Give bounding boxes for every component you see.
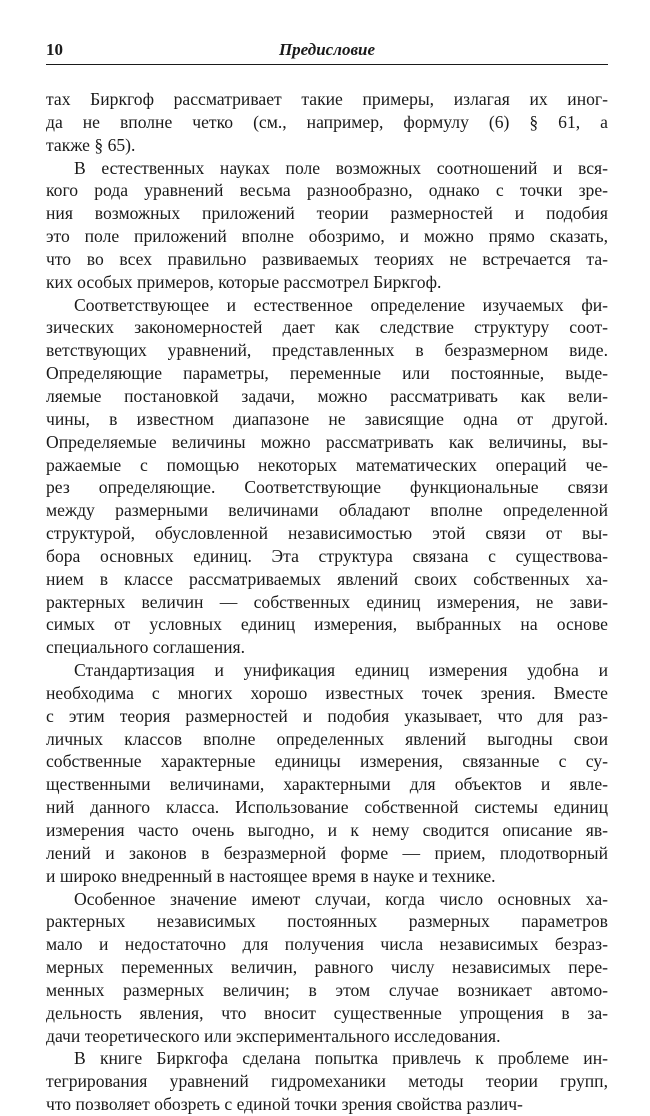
paragraph <box>46 659 608 887</box>
text-line: лений и законов в безразмерной форме — прием, плодотворный <box>46 842 608 863</box>
text-line: менных размерных величин; в этом случае возникает автомо- <box>46 979 608 1000</box>
text-line: Особенное значение имеют случаи, когда число основных ха- <box>74 888 608 909</box>
text-line: структурой, обусловленной независимостью этой связи от вы- <box>46 523 608 544</box>
text-line: ния возможных приложений теории размерностей и подобия <box>46 203 608 224</box>
paragraph <box>46 88 608 157</box>
paragraph <box>46 888 608 1048</box>
text-line: рез определяющие. Соответствующие функциональные связи <box>46 477 608 498</box>
text-line: ких особых примеров, которые рассмотрел Биркгоф. <box>46 271 442 292</box>
text-line: также § 65). <box>46 134 136 155</box>
text-line: Определяемые величины можно рассматривать как величины, вы- <box>46 431 608 452</box>
text-line: тегрирования уравнений гидромеханики методы теории групп, <box>46 1071 608 1092</box>
text-line: В естественных науках поле возможных соотношений и вся- <box>74 157 608 178</box>
text-line: мерных переменных величин, равного числу независимых пере- <box>46 957 608 978</box>
text-line: дельность явления, что вносит существенные упрощения в за- <box>46 1002 608 1023</box>
text-line: рактерных независимых постоянных размерных параметров <box>46 911 608 932</box>
paragraph <box>46 157 608 294</box>
text-line: что позволяет обозреть с единой точки зрения свойства различ- <box>46 1094 523 1115</box>
text-line: специального соглашения. <box>46 637 246 658</box>
paragraph <box>46 294 608 660</box>
text-line: необходима с многих хорошо известных точек зрения. Вместе <box>46 682 608 703</box>
text-line: это поле приложений вполне обозримо, и можно прямо сказать, <box>46 226 608 247</box>
text-line: что во всех правильно развиваемых теориях не встречается та- <box>46 248 608 269</box>
text-line: между размерными величинами обладают вполне определенной <box>46 500 608 521</box>
text-line: с этим теория размерностей и подобия указывает, что для раз- <box>46 705 608 726</box>
text-line: чины, в известном диапазоне не зависящие одна от другой. <box>46 408 608 429</box>
text-line: ветствующих уравнений, представленных в безразмерном виде. <box>46 340 608 361</box>
page-header <box>46 40 608 62</box>
book-page <box>46 40 608 1115</box>
text-line: Определяющие параметры, переменные или постоянные, выде- <box>46 363 608 384</box>
page-number: 10 <box>46 40 63 59</box>
text-line: В книге Биркгофа сделана попытка привлечь к проблеме ин- <box>74 1048 608 1069</box>
text-line: личных классов вполне определенных явлений выгодны свои <box>46 728 608 749</box>
text-line: кого рода уравнений весьма разнообразно, однако с точки зре- <box>46 180 608 201</box>
text-line: симых от условных единиц измерения, выбранных на основе <box>46 614 608 635</box>
text-line: ражаемые с помощью некоторых математических операций че- <box>46 454 608 475</box>
text-line: и широко внедренный в настоящее время в науке и технике. <box>46 865 496 886</box>
text-line: да не вполне четко (см., например, формулу (6) § 61, а <box>46 111 608 132</box>
text-line: рактерных величин — собственных единиц измерения, не зави- <box>46 591 608 612</box>
text-line: зических закономерностей дает как следствие структуру соот- <box>46 317 608 338</box>
text-line: нием в классе рассматриваемых явлений своих собственных ха- <box>46 568 608 589</box>
text-line: ний данного класса. Использование собственной системы единиц <box>46 797 608 818</box>
text-line: собственные характерные единицы измерения, связанные с су- <box>46 751 608 772</box>
running-title: Предисловие <box>278 40 376 59</box>
text-line: тах Биркгоф рассматривает такие примеры, излагая их иног- <box>46 89 608 109</box>
text-line: ляемые постановкой задачи, можно рассматривать как вели- <box>46 385 608 406</box>
body-text <box>46 88 608 1116</box>
text-line: мало и недостаточно для получения числа независимых безраз- <box>46 934 608 955</box>
text-line: Соответствующее и естественное определение изучаемых фи- <box>74 294 608 315</box>
text-line: измерения часто очень выгодно, и к нему сводится описание яв- <box>46 820 608 840</box>
text-line: щественными величинами, характерными для объектов и явле- <box>46 774 608 795</box>
header-rule <box>46 64 608 65</box>
text-line: бора основных единиц. Эта структура связана с существова- <box>46 545 608 566</box>
text-line: Стандартизация и унификация единиц измерения удобна и <box>74 660 608 681</box>
paragraph <box>46 1047 608 1116</box>
text-line: дачи теоретического или экспериментального исследования. <box>46 1025 501 1046</box>
